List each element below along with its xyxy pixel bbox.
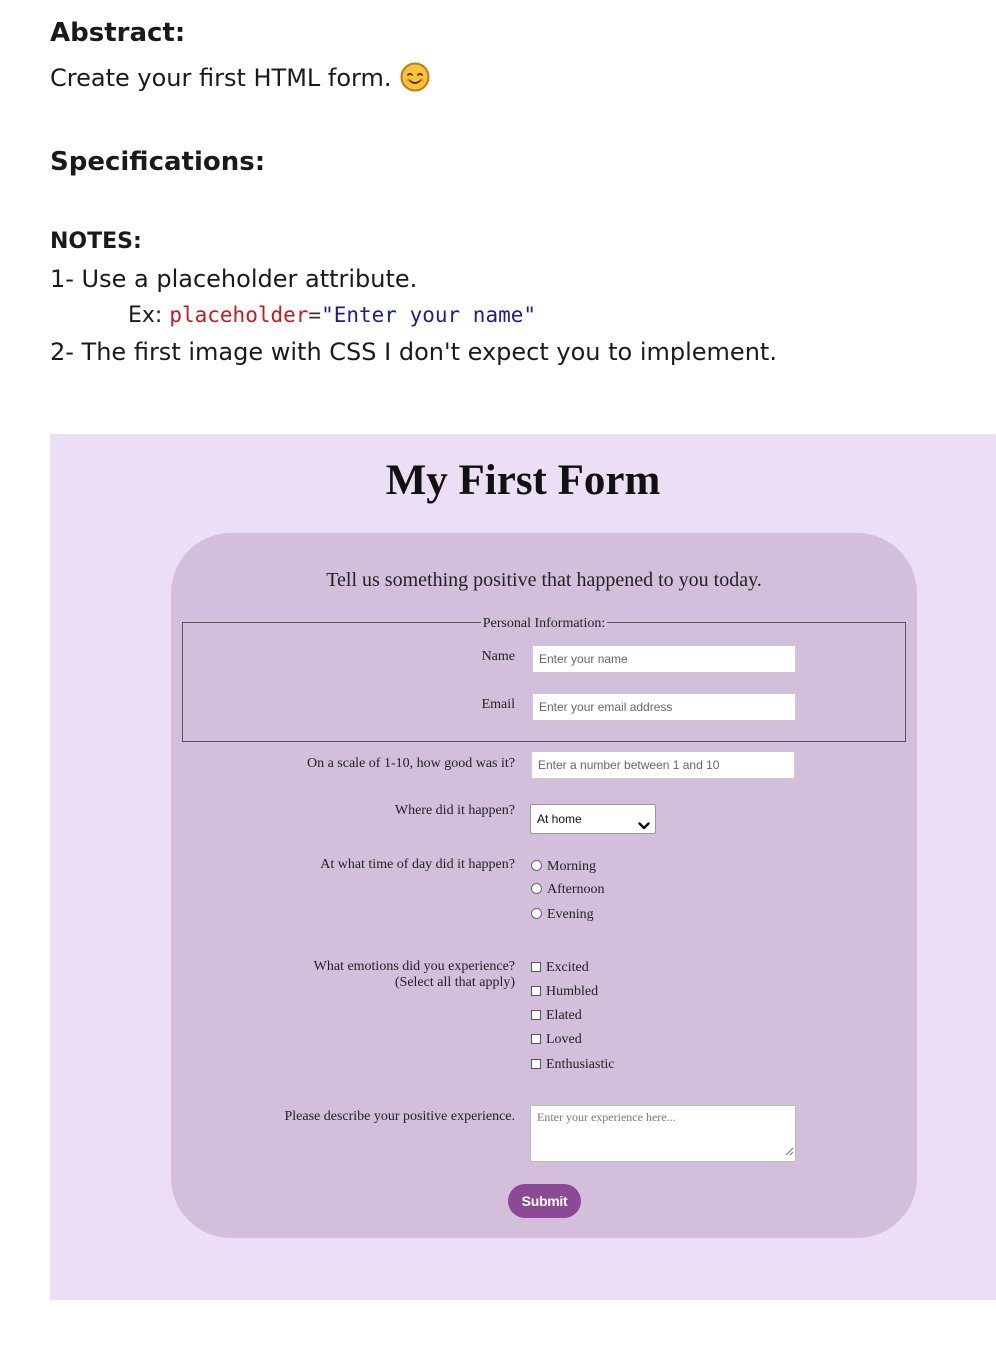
where-selected-value: At home — [537, 812, 582, 826]
time-label: At what time of day did it happen? — [320, 857, 515, 872]
name-input[interactable]: Enter your name — [532, 645, 796, 673]
checkbox[interactable] — [531, 986, 541, 996]
experience-textarea[interactable] — [530, 1105, 796, 1162]
where-select[interactable] — [530, 804, 656, 834]
emotion-option-excited[interactable] — [531, 960, 589, 976]
code-attribute: placeholder — [169, 303, 309, 327]
emotion-option-label: Enthusiastic — [546, 1057, 615, 1072]
example-code — [169, 303, 536, 327]
note-css: 2- The first image with CSS I don't expect you to implement. — [50, 338, 777, 366]
emotion-option-elated[interactable] — [531, 1008, 582, 1024]
checkbox[interactable] — [531, 1010, 541, 1020]
emotion-option-enthusiastic[interactable] — [531, 1057, 614, 1073]
chevron-down-icon — [638, 813, 650, 841]
form-title: My First Form — [385, 457, 661, 504]
emotion-option-humbled[interactable] — [531, 984, 598, 1000]
specifications-heading: Specifications: — [50, 147, 266, 177]
radio-button[interactable] — [531, 883, 542, 894]
form-panel — [171, 533, 917, 1238]
describe-label: Please describe your positive experience. — [284, 1109, 515, 1124]
time-option-evening[interactable] — [531, 907, 594, 923]
textarea-placeholder: Enter your experience here... — [537, 1110, 676, 1124]
abstract-heading: Abstract: — [50, 18, 186, 48]
radio-button[interactable] — [531, 860, 542, 871]
placeholder-example — [128, 303, 536, 328]
time-option-morning[interactable] — [531, 859, 596, 875]
time-option-afternoon[interactable] — [531, 882, 605, 898]
resize-handle-icon[interactable] — [784, 1145, 794, 1160]
example-prefix: Ex: — [128, 303, 163, 328]
legend-text: Personal Information: — [482, 616, 606, 631]
time-option-label: Morning — [547, 859, 596, 874]
checkbox[interactable] — [531, 962, 541, 972]
submit-button[interactable]: Submit — [508, 1184, 581, 1218]
fieldset-legend — [183, 614, 905, 632]
scale-input[interactable]: Enter a number between 1 and 10 — [531, 751, 795, 779]
note-placeholder: 1- Use a placeholder attribute. — [50, 265, 418, 293]
time-option-label: Afternoon — [547, 882, 605, 897]
emotion-option-label: Elated — [546, 1008, 582, 1023]
form-intro: Tell us something positive that happened to you today. — [326, 569, 762, 591]
email-input[interactable]: Enter your email address — [532, 693, 796, 721]
code-value: "Enter your name" — [321, 303, 537, 327]
checkbox[interactable] — [531, 1059, 541, 1069]
name-label: Name — [481, 649, 515, 664]
abstract-sentence: Create your first HTML form. — [50, 64, 392, 92]
emotions-question: What emotions did you experience? — [313, 959, 515, 974]
emotion-option-label: Excited — [546, 960, 589, 975]
code-equals: = — [308, 303, 322, 327]
where-label: Where did it happen? — [394, 803, 515, 818]
emotions-label — [314, 959, 515, 991]
email-label: Email — [481, 697, 515, 712]
personal-info-fieldset — [182, 616, 906, 742]
scale-label: On a scale of 1-10, how good was it? — [306, 756, 515, 771]
radio-button[interactable] — [531, 908, 542, 919]
time-option-label: Evening — [547, 907, 594, 922]
emotion-option-label: Humbled — [546, 984, 599, 999]
emotion-option-label: Loved — [546, 1032, 582, 1047]
emotions-hint: (Select all that apply) — [394, 975, 515, 990]
notes-heading: NOTES: — [50, 229, 142, 254]
checkbox[interactable] — [531, 1034, 541, 1044]
emotion-option-loved[interactable] — [531, 1032, 582, 1048]
abstract-text — [50, 62, 430, 98]
form-screenshot — [50, 434, 996, 1300]
smiling-face-icon — [400, 62, 430, 98]
